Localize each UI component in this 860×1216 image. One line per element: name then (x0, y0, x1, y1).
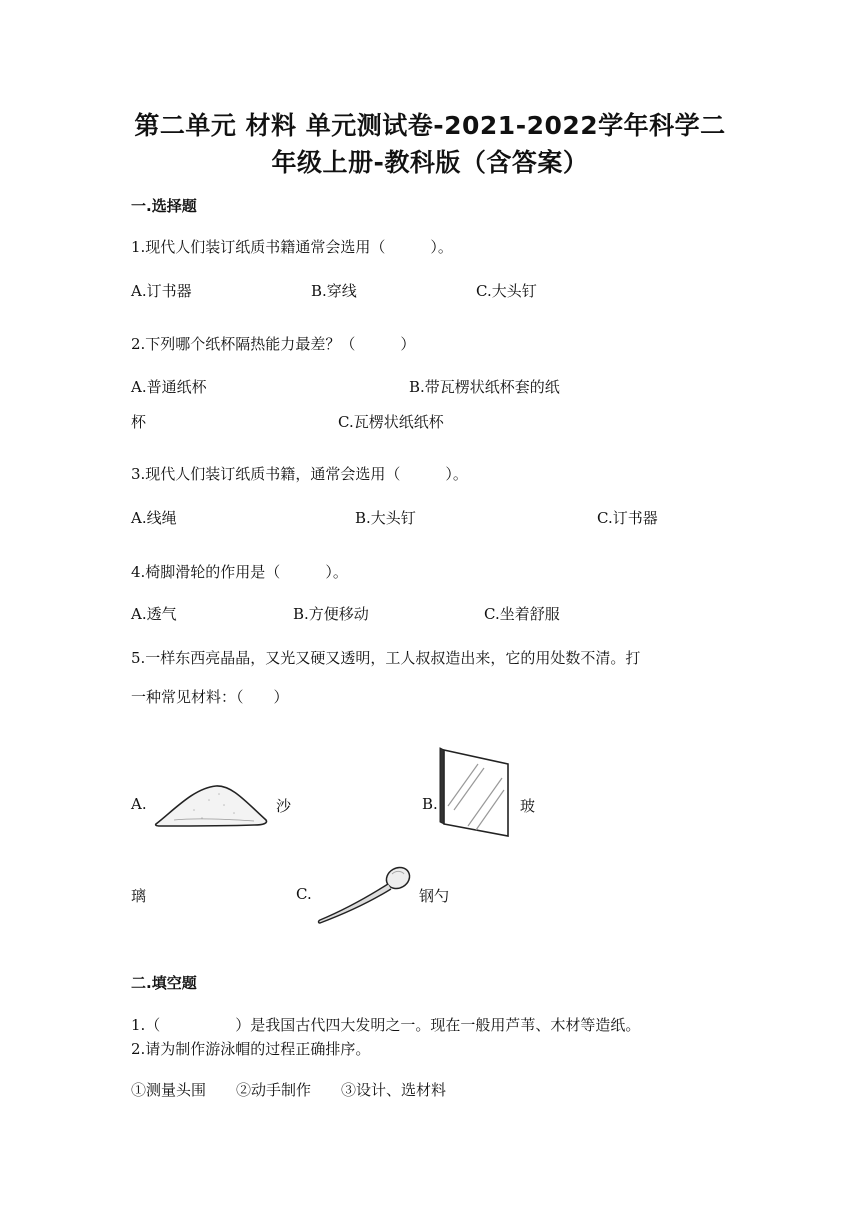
q5-option-a-text: 沙 (276, 797, 292, 815)
q2-option-c: C.瓦楞状纸纸杯 (338, 413, 444, 431)
question-4: 4.椅脚滑轮的作用是（ ）。 (131, 563, 348, 581)
q2-option-b: B.带瓦楞状纸杯套的纸 (409, 378, 560, 396)
q5-option-b-label: B. (422, 795, 438, 813)
page-title-line1: 第二单元 材料 单元测试卷-2021-2022学年科学二 (134, 111, 726, 140)
q3-option-b: B.大头钉 (355, 509, 416, 527)
q4-option-c: C.坐着舒服 (484, 605, 560, 623)
question-1: 1.现代人们装订纸质书籍通常会选用（ ）。 (131, 238, 453, 256)
sand-pile-icon (154, 780, 270, 828)
q1-option-c: C.大头钉 (476, 282, 537, 300)
glass-pane-icon (438, 746, 514, 840)
q5-option-b-text: 玻 (520, 797, 536, 815)
fill-question-2: 2.请为制作游泳帽的过程正确排序。 (131, 1040, 371, 1058)
fill-question-1: 1.（ ）是我国古代四大发明之一。现在一般用芦苇、木材等造纸。 (131, 1016, 641, 1034)
section-heading-fill: 二.填空题 (131, 974, 197, 992)
q5-option-a-label: A. (131, 795, 147, 813)
q5-option-b-cont: 璃 (131, 887, 147, 905)
question-2: 2.下列哪个纸杯隔热能力最差？（ ） (131, 335, 416, 353)
q5-option-c-label: C. (296, 885, 312, 903)
fill-question-2-steps: ①测量头围 ②动手制作 ③设计、选材料 (131, 1081, 447, 1099)
q4-option-a: A.透气 (131, 605, 177, 623)
spoon-icon (314, 862, 414, 926)
question-5-line2: 一种常见材料：（ ） (131, 688, 289, 706)
q1-option-a: A.订书器 (131, 282, 192, 300)
q3-option-c: C.订书器 (597, 509, 658, 527)
q5-option-c-text: 钢勺 (419, 887, 450, 905)
question-3: 3.现代人们装订纸质书籍，通常会选用（ ）。 (131, 465, 468, 483)
question-5-line1: 5.一样东西亮晶晶，又光又硬又透明，工人叔叔造出来，它的用处数不清。打 (131, 649, 641, 667)
q3-option-a: A.线绳 (131, 509, 177, 527)
q1-option-b: B.穿线 (311, 282, 357, 300)
page-title-line2: 年级上册-教科版（含答案） (271, 148, 589, 177)
section-heading-choice: 一.选择题 (131, 197, 197, 215)
q2-option-b-cont: 杯 (131, 413, 147, 431)
q4-option-b: B.方便移动 (293, 605, 369, 623)
q2-option-a: A.普通纸杯 (131, 378, 207, 396)
